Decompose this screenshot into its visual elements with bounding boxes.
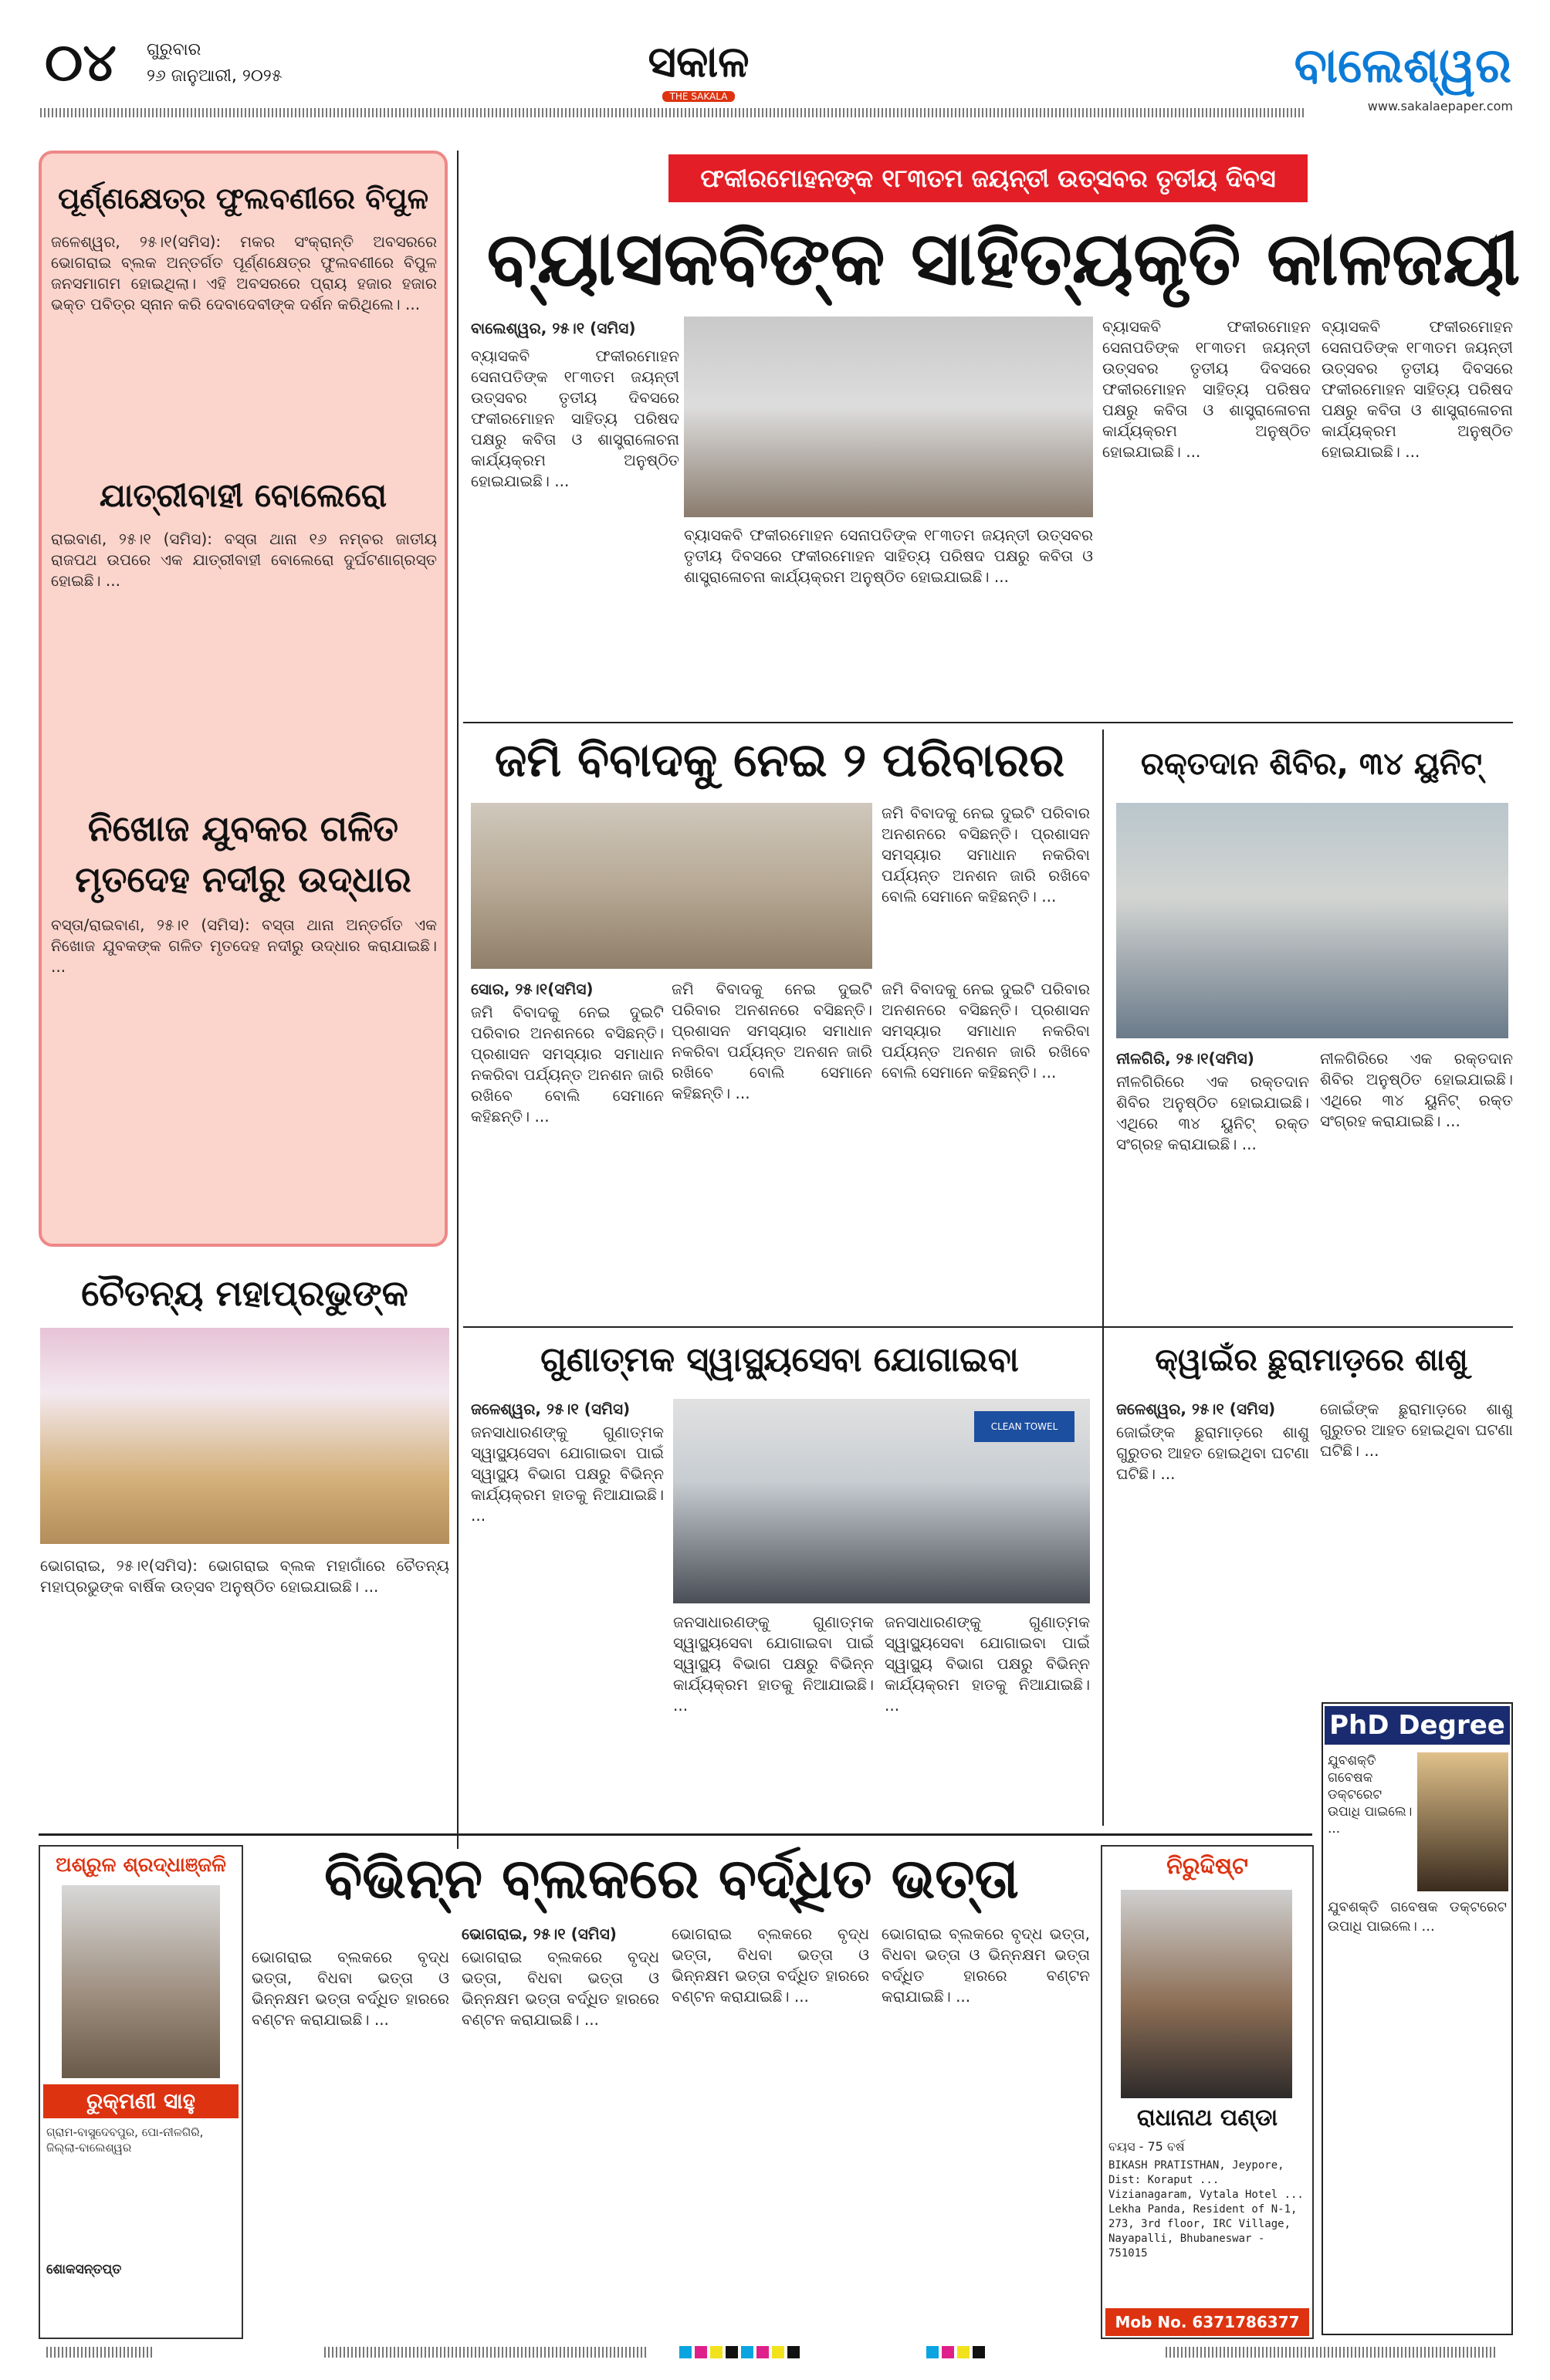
lead-body-col2: ବ୍ୟାସକବି ଫକୀରମୋହନ ସେନାପତିଙ୍କ ୧୮୩ତମ ଜୟନ୍ତୀ ଉତ୍ସବର ତୃତୀୟ ଦିବସରେ ଫକୀରମୋହନ ସାହିତ୍ୟ ପରିଷଦ ପକ୍ଷରୁ କବିତା ଓ ଶାସ୍ତ୍ରାଳୋଚନା କାର୍ଯ୍ୟକ୍ରମ ଅନୁଷ୍ଠିତ ହୋଇଯାଇଛି। ... [684,526,1093,586]
tribute-photo [62,1885,220,2078]
bottom-body-col1: ଭୋଗରାଇ ବ୍ଲକରେ ବୃଦ୍ଧ ଭତ୍ତା, ବିଧବା ଭତ୍ତା ଓ ଭିନ୍ନକ୍ଷମ ଭତ୍ତା ବର୍ଦ୍ଧିତ ହାରରେ ବଣ୍ଟନ କରାଯାଇଛି। ... [252,1948,449,2029]
missing-age: ବୟସ - 75 ବର୍ଷ [1108,2139,1185,2154]
page-number: ୦୪ [45,32,117,93]
footer-rule-right [1166,2347,1498,2358]
health-body-col3: ଜନସାଧାରଣଙ୍କୁ ଗୁଣାତ୍ମକ ସ୍ୱାସ୍ଥ୍ୟସେବା ଯୋଗାଇବା ପାଇଁ ସ୍ୱାସ୍ଥ୍ୟ ବିଭାଗ ପକ୍ଷରୁ ବିଭିନ୍ନ କାର୍ଯ୍ୟକ୍ରମ ହାତକୁ ନିଆଯାଇଛି। ... [885,1613,1090,1715]
footer-color-bar-2 [926,2346,985,2358]
lead-body-col4: ବ୍ୟାସକବି ଫକୀରମୋହନ ସେନାପତିଙ୍କ ୧୮୩ତମ ଜୟନ୍ତୀ ଉତ୍ସବର ତୃତୀୟ ଦିବସରେ ଫକୀରମୋହନ ସାହିତ୍ୟ ପରିଷଦ ପକ୍ଷରୁ କବିତା ଓ ଶାସ୍ତ୍ରାଳୋଚନା କାର୍ଯ୍ୟକ୍ରମ ଅନୁଷ୍ଠିତ ହୋଇଯାଇଛି। ... [1322,317,1513,461]
lead-body-col3: ବ୍ୟାସକବି ଫକୀରମୋହନ ସେନାପତିଙ୍କ ୧୮୩ତମ ଜୟନ୍ତୀ ଉତ୍ସବର ତୃତୀୟ ଦିବସରେ ଫକୀରମୋହନ ସାହିତ୍ୟ ପରିଷଦ ପକ୍ଷରୁ କବିତା ଓ ଶାସ୍ତ୍ରାଳୋଚନା କାର୍ଯ୍ୟକ୍ରମ ଅନୁଷ୍ଠିତ ହୋଇଯାଇଛି। ... [1102,317,1311,461]
phd-ad-lead: ଯୁବଶକ୍ତି ଗବେଷକ ଡକ୍ଟରେଟ ଉପାଧି ପାଇଲେ। ... [1328,1753,1413,1837]
bottom-headline: ବିଭିନ୍ନ ବ୍ଲକରେ ବର୍ଦ୍ଧିତ ଭତ୍ତା [324,1846,1019,1911]
lead-bottom-rule [463,722,1513,723]
footer-rule-mid [324,2347,648,2358]
issue-day: ଗୁରୁବାର [147,40,201,59]
phd-ad-title: PhD Degree [1325,1706,1510,1745]
land-headline: ଜମି ବିବାଦକୁ ନେଇ ୨ ପରିବାରର [494,733,1065,787]
health-body-col2: ଜନସାଧାରଣଙ୍କୁ ଗୁଣାତ୍ମକ ସ୍ୱାସ୍ଥ୍ୟସେବା ଯୋଗାଇବା ପାଇଁ ସ୍ୱାସ୍ଥ୍ୟ ବିଭାଗ ପକ୍ଷରୁ ବିଭିନ୍ନ କାର୍ଯ୍ୟକ୍ରମ ହାତକୁ ନିଆଯାଇଛି। ... [673,1613,874,1715]
edition-name: ବାଲେଶ୍ୱର [1294,37,1511,93]
story2-body: ରାଇବାଣ, ୨୫।୧ (ସମିସ): ବସ୍ତା ଥାନା ୧୬ ନମ୍ବର ଜାତୀୟ ରାଜପଥ ଉପରେ ଏକ ଯାତ୍ରୀବାହୀ ବୋଲେରୋ ଦୁର୍ଘଟଣାଗ୍ରସ୍ତ ହୋଇଛି। ... [51,530,437,590]
land-body-col-top: ଜମି ବିବାଦକୁ ନେଇ ଦୁଇଟି ପରିବାର ଅନଶନରେ ବସିଛନ୍ତି। ପ୍ରଶାସନ ସମସ୍ୟାର ସମାଧାନ ନକରିବା ପର୍ଯ୍ୟନ୍ତ ଅନଶନ ଜାରି ରଖିବେ ବୋଲି ସେମାନେ କହିଛନ୍ତି। ... [882,804,1090,906]
mid-rule-2 [463,1326,1513,1328]
child-dateline: ଜଳେଶ୍ୱର, ୨୫।୧ (ସମିସ) [1116,1400,1276,1418]
phd-photo [1417,1752,1508,1891]
tribute-title: ଅଶ୍ରୁଳ ଶ୍ରଦ୍ଧାଞ୍ଜଳି [56,1854,226,1877]
tribute-mourners-title: ଶୋକସନ୍ତପ୍ତ [46,2262,122,2277]
bottom-body-col3: ଭୋଗରାଇ ବ୍ଲକରେ ବୃଦ୍ଧ ଭତ୍ତା, ବିଧବା ଭତ୍ତା ଓ ଭିନ୍ନକ୍ଷମ ଭତ୍ତା ବର୍ଦ୍ଧିତ ହାରରେ ବଣ୍ଟନ କରାଯାଇଛି। ... [672,1925,869,2006]
story4-headline: ଚୈତନ୍ୟ ମହାପ୍ରଭୁଙ୍କ [81,1272,408,1314]
lead-body-col1: ବ୍ୟାସକବି ଫକୀରମୋହନ ସେନାପତିଙ୍କ ୧୮୩ତମ ଜୟନ୍ତୀ ଉତ୍ସବର ତୃତୀୟ ଦିବସରେ ଫକୀରମୋହନ ସାହିତ୍ୟ ପରିଷଦ ପକ୍ଷରୁ କବିତା ଓ ଶାସ୍ତ୍ରାଳୋଚନା କାର୍ଯ୍ୟକ୍ରମ ଅନୁଷ୍ଠିତ ହୋଇଯାଇଛି। ... [471,347,679,490]
land-body-col1: ଜମି ବିବାଦକୁ ନେଇ ଦୁଇଟି ପରିବାର ଅନଶନରେ ବସିଛନ୍ତି। ପ୍ରଶାସନ ସମସ୍ୟାର ସମାଧାନ ନକରିବା ପର୍ଯ୍ୟନ୍ତ ଅନଶନ ଜାରି ରଖିବେ ବୋଲି ସେମାନେ କହିଛନ୍ତି। ... [471,1003,664,1126]
story4-photo [40,1328,449,1544]
missing-name: ରାଧାନାଥ ପଣ୍ଡା [1136,2104,1278,2131]
health-dateline: ଜଳେଶ୍ୱର, ୨୫।୧ (ସମିସ) [471,1400,631,1418]
footer-rule-left [46,2347,154,2358]
lead-kicker: ଫକୀରମୋହନଙ୍କ ୧୮୩ତମ ଜୟନ୍ତୀ ଉତ୍ସବର ତୃତୀୟ ଦିବସ [668,154,1308,202]
blood-body-col1: ନୀଳଗିରିରେ ଏକ ରକ୍ତଦାନ ଶିବିର ଅନୁଷ୍ଠିତ ହୋଇଯାଇଛି। ଏଥିରେ ୩୪ ୟୁନିଟ୍ ରକ୍ତ ସଂଗ୍ରହ କରାଯାଇଛି। ... [1116,1072,1309,1153]
land-dateline: ସୋର, ୨୫।୧(ସମିସ) [471,980,594,998]
story2-headline: ଯାତ୍ରୀବାହୀ ବୋଲେରୋ [99,476,388,514]
site-url[interactable]: www.sakalaepaper.com [1367,99,1513,113]
story3-headline-2: ମୃତଦେହ ନଦୀରୁ ଉଦ୍ଧାର [75,858,411,900]
footer-color-bar [679,2346,800,2358]
lead-dateline: ବାଲେଶ୍ୱର, ୨୫।୧ (ସମିସ) [471,319,636,337]
health-photo-sign: CLEAN TOWEL [974,1411,1075,1442]
mid-column-rule [1102,730,1104,1826]
story1-body: ଜଳେଶ୍ୱର, ୨୫।୧(ସମିସ): ମକର ସଂକ୍ରାନ୍ତି ଅବସରରେ ଭୋଗରାଇ ବ୍ଲକ ଅନ୍ତର୍ଗତ ପୂର୍ଣ୍ଣକ୍ଷେତ୍ର ଫୁଲବଣୀରେ ବିପୁଳ ଜନସମାଗମ ହୋଇଥିଲା। ଏହି ଅବସରରେ ପ୍ରାୟ ହଜାର ହଜାର ଭକ୍ତ ପବିତ୍ର ସ୍ନାନ କରି ଦେବାଦେବୀଙ୍କ ଦର୍ଶନ କରିଥିଲେ। ... [51,232,437,313]
missing-photo [1121,1890,1292,2098]
tribute-details: ଗ୍ରାମ-ବାସୁଦେବପୁର, ପୋ-ନୀଳଗିରି, ଜିଲ୍ଲା-ବାଲେଶ୍ୱର [46,2125,204,2155]
issue-date: ୨୬ ଜାନୁଆରୀ, ୨୦୨୫ [147,66,283,86]
story3-body: ବସ୍ତା/ରାଇବାଣ, ୨୫।୧ (ସମିସ): ବସ୍ତା ଥାନା ଅନ୍ତର୍ଗତ ଏକ ନିଖୋଜ ଯୁବକଙ୍କ ଗଳିତ ମୃତଦେହ ନଦୀରୁ ଉଦ୍ଧାର କରାଯାଇଛି। ... [51,916,437,976]
header-rule [40,108,1306,117]
missing-details: BIKASH PRATISTHAN, Jeypore, Dist: Koraput ... Vizianagaram, Vytala Hotel ... Lekha Panda, Resident of N-1, 273, 3rd floor, IRC Village, Nayapalli, Bhubaneswar - 751015 [1108,2159,1304,2260]
blood-headline: ରକ୍ତଦାନ ଶିବିର, ୩୪ ୟୁନିଟ୍ [1140,747,1483,782]
story4-body: ଭୋଗରାଇ, ୨୫।୧(ସମିସ): ଭୋଗରାଇ ବ୍ଲକ ମହାଗାଁରେ ଚୈତନ୍ୟ ମହାପ୍ରଭୁଙ୍କ ବାର୍ଷିକ ଉତ୍ସବ ଅନୁଷ୍ଠିତ ହୋଇଯାଇଛି। ... [40,1556,449,1596]
tribute-name-banner: ରୁକ୍ମଣୀ ସାହୁ [43,2084,239,2118]
child-headline: କ୍ୱାଇଁର ଛୁରାମାଡ଼ରେ ଶାଶୁ [1155,1342,1468,1378]
land-body-col2: ଜମି ବିବାଦକୁ ନେଇ ଦୁଇଟି ପରିବାର ଅନଶନରେ ବସିଛନ୍ତି। ପ୍ରଶାସନ ସମସ୍ୟାର ସମାଧାନ ନକରିବା ପର୍ଯ୍ୟନ୍ତ ଅନଶନ ଜାରି ରଖିବେ ବୋଲି ସେମାନେ କହିଛନ୍ତି। ... [672,980,872,1102]
child-body-col1: ଜୋଇଁଙ୍କ ଛୁରାମାଡ଼ରେ ଶାଶୁ ଗୁରୁତର ଆହତ ହୋଇଥିବା ଘଟଣା ଘଟିଛି। ... [1116,1423,1309,1483]
blood-dateline: ନୀଳଗିରି, ୨୫।୧(ସମିସ) [1116,1049,1254,1068]
bottom-dateline: ଭୋଗରାଇ, ୨୫।୧ (ସମିସ) [462,1925,617,1943]
missing-title: ନିରୁଦ୍ଦିଷ୍ଟ [1166,1853,1248,1880]
bottom-body-col2: ଭୋଗରାଇ ବ୍ଲକରେ ବୃଦ୍ଧ ଭତ୍ତା, ବିଧବା ଭତ୍ତା ଓ ଭିନ୍ନକ୍ଷମ ଭତ୍ତା ବର୍ଦ୍ଧିତ ହାରରେ ବଣ୍ଟନ କରାଯାଇଛି। ... [462,1948,659,2029]
missing-phone[interactable]: Mob No. 6371786377 [1105,2308,1309,2336]
child-body-col2: ଜୋଇଁଙ୍କ ଛୁରାମାଡ଼ରେ ଶାଶୁ ଗୁରୁତର ଆହତ ହୋଇଥିବା ଘଟଣା ଘଟିଛି। ... [1320,1400,1513,1460]
story3-headline-1: ନିଖୋଜ ଯୁବକର ଗଳିତ [87,807,399,849]
lead-headline: ବ୍ୟାସକବିଙ୍କ ସାହିତ୍ୟକୃତି କାଳଜୟୀ [486,215,1521,302]
story1-headline: ପୂର୍ଣ୍ଣକ୍ଷେତ୍ର ଫୁଲବଣୀରେ ବିପୁଳ [57,181,429,215]
left-column-rule [457,151,459,1849]
health-photo [673,1399,1090,1603]
masthead-logo: ସକାଳ THE SAKALA [648,37,750,102]
bottom-body-col4: ଭୋଗରାଇ ବ୍ଲକରେ ବୃଦ୍ଧ ଭତ୍ତା, ବିଧବା ଭତ୍ତା ଓ ଭିନ୍ନକ୍ଷମ ଭତ୍ତା ବର୍ଦ୍ଧିତ ହାରରେ ବଣ୍ଟନ କରାଯାଇଛି। ... [882,1925,1090,2006]
blood-photo [1116,803,1508,1038]
health-body-col1: ଜନସାଧାରଣଙ୍କୁ ଗୁଣାତ୍ମକ ସ୍ୱାସ୍ଥ୍ୟସେବା ଯୋଗାଇବା ପାଇଁ ସ୍ୱାସ୍ଥ୍ୟ ବିଭାଗ ପକ୍ଷରୁ ବିଭିନ୍ନ କାର୍ଯ୍ୟକ୍ରମ ହାତକୁ ନିଆଯାଇଛି। ... [471,1423,664,1525]
land-photo [471,803,872,969]
land-body-col3: ଜମି ବିବାଦକୁ ନେଇ ଦୁଇଟି ପରିବାର ଅନଶନରେ ବସିଛନ୍ତି। ପ୍ରଶାସନ ସମସ୍ୟାର ସମାଧାନ ନକରିବା ପର୍ଯ୍ୟନ୍ତ ଅନଶନ ଜାରି ରଖିବେ ବୋଲି ସେମାନେ କହିଛନ୍ତି। ... [882,980,1090,1082]
blood-body-col2: ନୀଳଗିରିରେ ଏକ ରକ୍ତଦାନ ଶିବିର ଅନୁଷ୍ଠିତ ହୋଇଯାଇଛି। ଏଥିରେ ୩୪ ୟୁନିଟ୍ ରକ୍ତ ସଂଗ୍ରହ କରାଯାଇଛି। ... [1320,1049,1513,1130]
lead-photo [684,317,1093,517]
phd-ad-body: ଯୁବଶକ୍ତି ଗବେଷକ ଡକ୍ଟରେଟ ଉପାଧି ପାଇଲେ। ... [1328,1899,1507,1935]
health-headline: ଗୁଣାତ୍ମକ ସ୍ୱାସ୍ଥ୍ୟସେବା ଯୋଗାଇବା [540,1340,1019,1380]
